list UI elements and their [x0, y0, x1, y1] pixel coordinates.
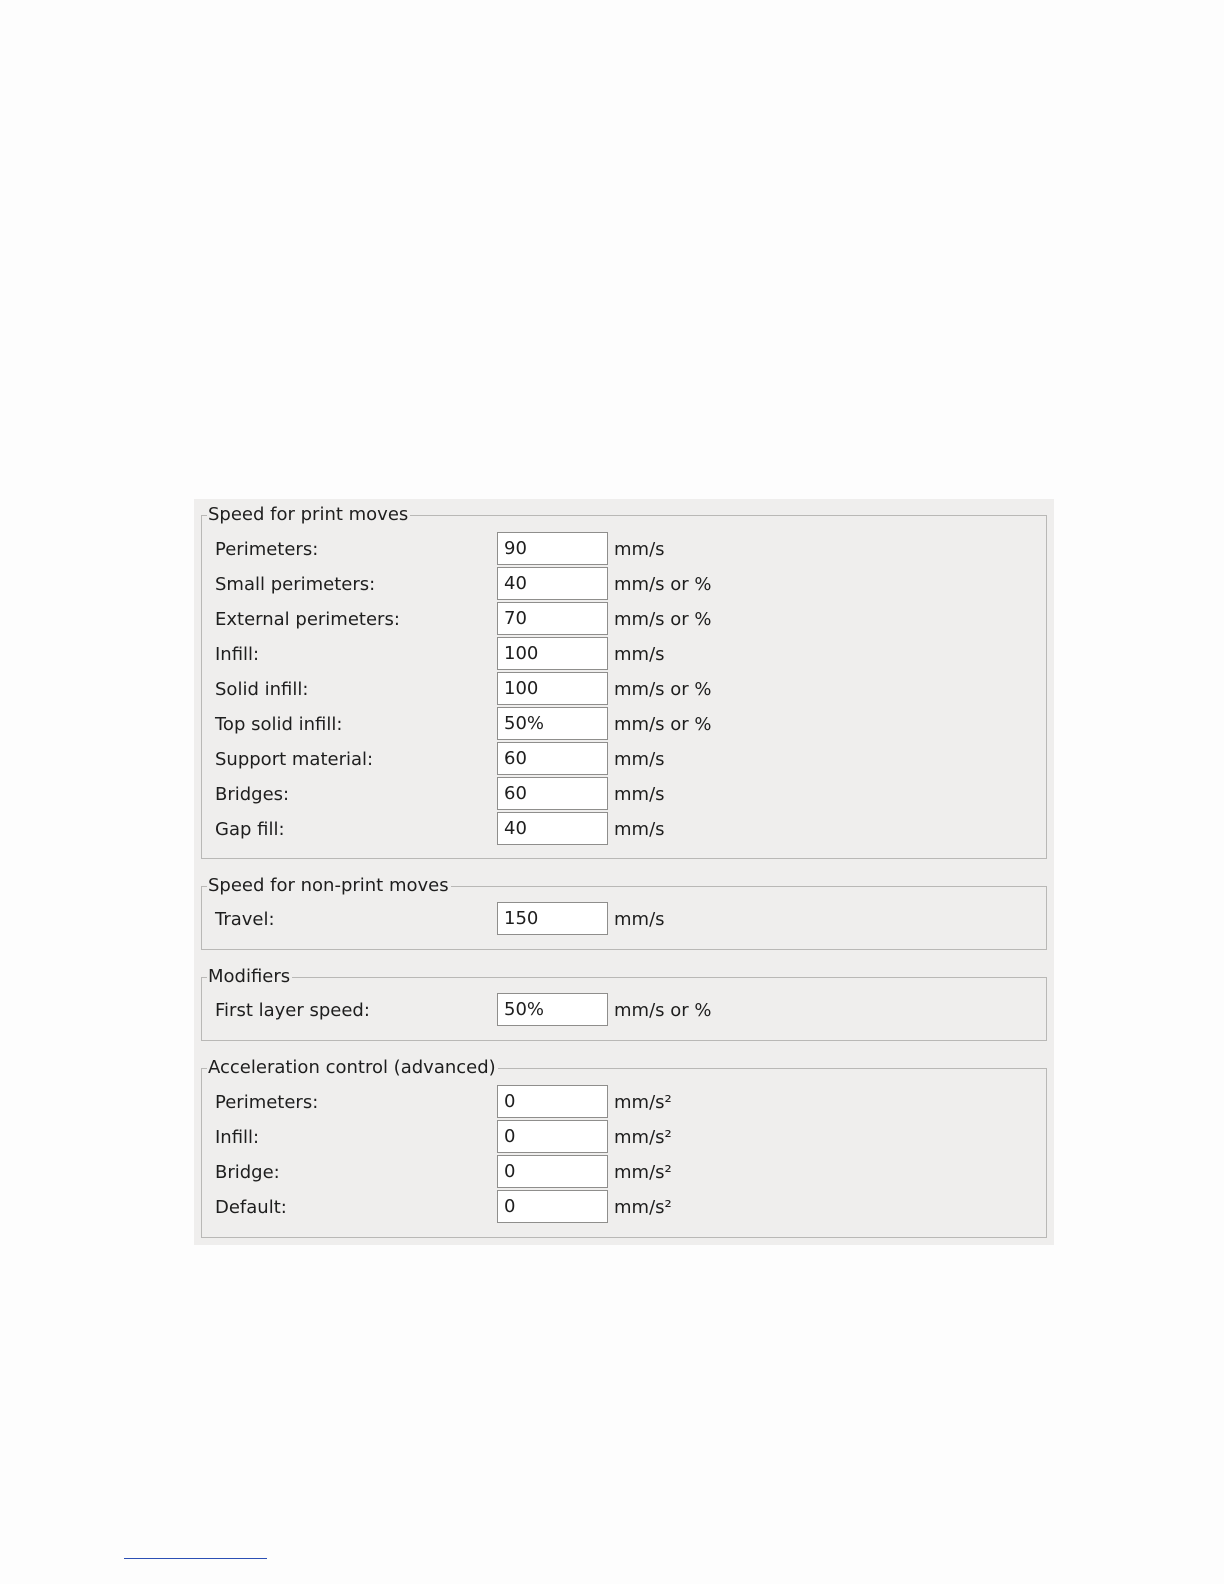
- setting-label: Top solid infill:: [215, 714, 343, 735]
- unit-label: mm/s: [614, 784, 665, 805]
- group-acceleration-control: [201, 1057, 1047, 1238]
- group-speed-print-moves: [201, 504, 1047, 859]
- group-modifiers: [201, 966, 1047, 1041]
- setting-label: Perimeters:: [215, 1092, 319, 1113]
- unit-label: mm/s: [614, 909, 665, 930]
- setting-label: First layer speed:: [215, 1000, 370, 1021]
- setting-label: Solid infill:: [215, 679, 309, 700]
- bridge-acceleration-input[interactable]: [497, 1155, 608, 1188]
- unit-label: mm/s: [614, 644, 665, 665]
- unit-label: mm/s²: [614, 1162, 672, 1183]
- group-title: Modifiers: [208, 966, 291, 987]
- group-title: Speed for print moves: [208, 504, 409, 525]
- small-perimeters-speed-input[interactable]: [497, 567, 608, 600]
- setting-row-solid-infill: [202, 672, 1046, 707]
- unit-label: mm/s²: [614, 1092, 672, 1113]
- setting-row-infill: [202, 637, 1046, 672]
- footnote-separator: [124, 1558, 267, 1559]
- perimeters-speed-input[interactable]: [497, 532, 608, 565]
- gap-fill-speed-input[interactable]: [497, 812, 608, 845]
- setting-row-default-acceleration: [202, 1190, 1046, 1225]
- unit-label: mm/s or %: [614, 609, 712, 630]
- setting-row-infill-acceleration: [202, 1120, 1046, 1155]
- solid-infill-speed-input[interactable]: [497, 672, 608, 705]
- setting-row-bridges: [202, 777, 1046, 812]
- setting-row-perimeters: [202, 532, 1046, 567]
- setting-row-gap-fill: [202, 812, 1046, 847]
- unit-label: mm/s²: [614, 1197, 672, 1218]
- unit-label: mm/s or %: [614, 679, 712, 700]
- setting-label: Support material:: [215, 749, 374, 770]
- support-material-speed-input[interactable]: [497, 742, 608, 775]
- setting-row-travel: [202, 902, 1046, 937]
- unit-label: mm/s or %: [614, 1000, 712, 1021]
- setting-label: Gap fill:: [215, 819, 285, 840]
- top-solid-infill-speed-input[interactable]: [497, 707, 608, 740]
- unit-label: mm/s: [614, 749, 665, 770]
- setting-label: Default:: [215, 1197, 287, 1218]
- setting-row-perimeters-acceleration: [202, 1085, 1046, 1120]
- first-layer-speed-input[interactable]: [497, 993, 608, 1026]
- setting-row-external-perimeters: [202, 602, 1046, 637]
- setting-label: Infill:: [215, 1127, 260, 1148]
- setting-label: External perimeters:: [215, 609, 400, 630]
- perimeters-acceleration-input[interactable]: [497, 1085, 608, 1118]
- unit-label: mm/s or %: [614, 574, 712, 595]
- setting-label: Perimeters:: [215, 539, 319, 560]
- setting-row-support-material: [202, 742, 1046, 777]
- speed-settings-panel: [194, 499, 1054, 1245]
- bridges-speed-input[interactable]: [497, 777, 608, 810]
- travel-speed-input[interactable]: [497, 902, 608, 935]
- group-speed-non-print-moves: [201, 875, 1047, 950]
- setting-row-bridge-acceleration: [202, 1155, 1046, 1190]
- unit-label: mm/s: [614, 819, 665, 840]
- infill-acceleration-input[interactable]: [497, 1120, 608, 1153]
- infill-speed-input[interactable]: [497, 637, 608, 670]
- setting-label: Bridges:: [215, 784, 290, 805]
- setting-label: Small perimeters:: [215, 574, 376, 595]
- unit-label: mm/s: [614, 539, 665, 560]
- setting-label: Infill:: [215, 644, 260, 665]
- default-acceleration-input[interactable]: [497, 1190, 608, 1223]
- unit-label: mm/s or %: [614, 714, 712, 735]
- setting-row-first-layer-speed: [202, 993, 1046, 1028]
- setting-row-top-solid-infill: [202, 707, 1046, 742]
- unit-label: mm/s²: [614, 1127, 672, 1148]
- setting-label: Bridge:: [215, 1162, 280, 1183]
- setting-label: Travel:: [215, 909, 275, 930]
- group-title: Acceleration control (advanced): [208, 1057, 496, 1078]
- group-title: Speed for non-print moves: [208, 875, 449, 896]
- external-perimeters-speed-input[interactable]: [497, 602, 608, 635]
- setting-row-small-perimeters: [202, 567, 1046, 602]
